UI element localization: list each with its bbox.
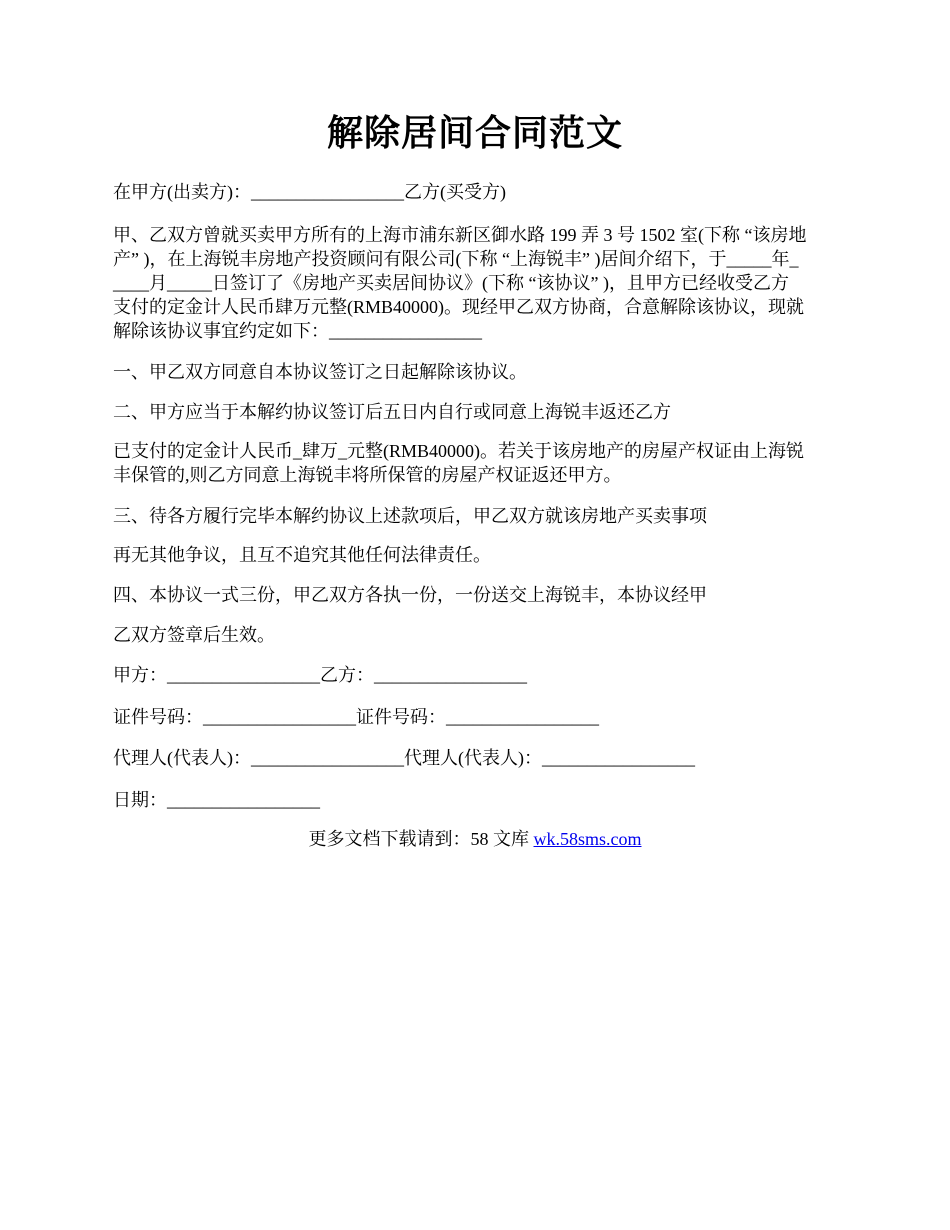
- clause-2-line: 丰保管的,则乙方同意上海锐丰将所保管的房屋产权证返还甲方。: [113, 465, 622, 485]
- footer-prefix: 更多文档下载请到：58 文库: [308, 829, 534, 849]
- clause-3-head: 三、待各方履行完毕本解约协议上述款项后，甲乙双方就该房地产买卖事项: [113, 506, 707, 526]
- clause-1: 一、甲乙双方同意自本协议签订之日起解除该协议。: [113, 362, 527, 382]
- intro-line: 产” )，在上海锐丰房地产投资顾问有限公司(下称 “上海锐丰” )居间介绍下，于_____年_: [113, 249, 799, 269]
- intro-paragraph: [113, 223, 838, 343]
- clause-3-body: 再无其他争议，且互不追究其他任何法律责任。: [113, 545, 491, 565]
- clause-4-head: 四、本协议一式三份，甲乙双方各执一份，一份送交上海锐丰，本协议经甲: [113, 585, 707, 605]
- document-title: 解除居间合同范文: [326, 113, 623, 153]
- clause-2-body: [113, 439, 838, 487]
- clause-2-head: 二、甲方应当于本解约协议签订后五日内自行或同意上海锐丰返还乙方: [113, 402, 671, 422]
- signature-parties: 甲方：_________________乙方：_________________: [113, 665, 527, 685]
- clause-4-body: 乙双方签章后生效。: [113, 625, 275, 645]
- footer-link[interactable]: wk.58sms.com: [533, 829, 642, 849]
- parties-line: 在甲方(出卖方)：_________________乙方(买受方): [113, 182, 506, 202]
- intro-line: ____月_____日签订了《房地产买卖居间协议》(下称 “该协议” )，且甲方已经收受乙方: [113, 273, 789, 293]
- signature-id-numbers: 证件号码：_________________证件号码：_________________: [113, 707, 599, 727]
- intro-line: 解除该协议事宜约定如下：_________________: [113, 321, 482, 341]
- footer-download-note: [0, 827, 950, 851]
- clause-2-line: 已支付的定金计人民币_肆万_元整(RMB40000)。若关于该房地产的房屋产权证由上海锐: [113, 441, 805, 461]
- signature-agents: 代理人(代表人)：_________________代理人(代表人)：_________________: [113, 748, 695, 768]
- intro-line: 支付的定金计人民币肆万元整(RMB40000)。现经甲乙双方协商，合意解除该协议，现就: [113, 297, 805, 317]
- signature-date: 日期：_________________: [113, 790, 320, 810]
- intro-line: 甲、乙双方曾就买卖甲方所有的上海市浦东新区御水路 199 弄 3 号 1502 室(下称 “该房地: [113, 225, 807, 245]
